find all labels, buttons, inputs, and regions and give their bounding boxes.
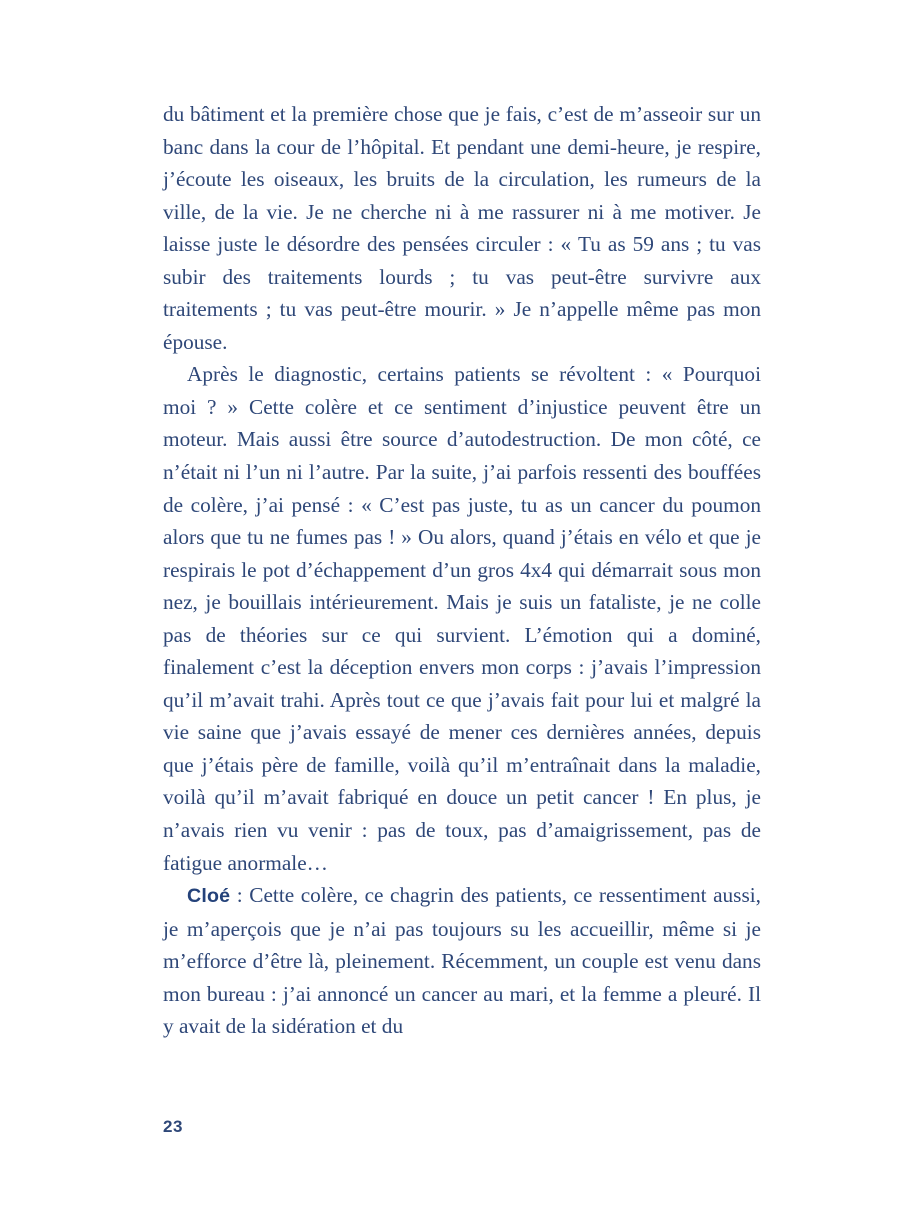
text-block [163,98,761,1043]
page-number: 23 [163,1117,183,1136]
paragraph-dialogue [163,879,761,1043]
paragraph-patient-account: Après le diagnostic, certains patients se révoltent : « Pourquoi moi ? » Cette colère et ce sentiment d’injustice peuvent être un moteur. Mais aussi être source d’autodestruction. De mon côté, ce n’était ni l’un ni l’autre. Par la suite, j’ai parfois ressenti des bouffées de colère, j’ai pensé : « C’est pas juste, tu as un cancer du poumon alors que tu ne fumes pas ! » Ou alors, quand j’étais en vélo et que je respirais le pot d’échappement d’un gros 4x4 qui démarrait sous mon nez, je bouillais intérieurement. Mais je suis un fataliste, je ne colle pas de théories sur ce qui survient. L’émotion qui a dominé, finalement c’est la déception envers mon corps : j’avais l’impression qu’il m’avait trahi. Après tout ce que j’avais fait pour lui et malgré la vie saine que j’avais essayé de mener ces dernières années, depuis que j’étais père de famille, voilà qu’il m’entraînait dans la maladie, voilà qu’il m’avait fabriqué en douce un petit cancer ! En plus, je n’avais rien vu venir : pas de toux, pas d’amaigrissement, pas de fatigue anormale… [163,362,761,875]
speaker-name: Cloé [187,885,231,908]
dialogue-text: : Cette colère, ce chagrin des patients, ce ressentiment aussi, je m’aperçois que je n’ai pas toujours su les accueillir, même si je m’efforce d’être là, pleinement. Récemment, un couple est venu dans mon bureau : j’ai annoncé un cancer au mari, et la femme a pleuré. Il y avait de la sidération et du [163,883,761,1039]
paragraph-continuation: du bâtiment et la première chose que je fais, c’est de m’asseoir sur un banc dans la cour de l’hôpital. Et pendant une demi-heure, je respire, j’écoute les oiseaux, les bruits de la circulation, les rumeurs de la ville, de la vie. Je ne cherche ni à me rassurer ni à me motiver. Je laisse juste le désordre des pensées circuler : « Tu as 59 ans ; tu vas subir des traitements lourds ; tu vas peut-être survivre aux traitements ; tu vas peut-être mourir. » Je n’appelle même pas mon épouse. [163,102,761,354]
